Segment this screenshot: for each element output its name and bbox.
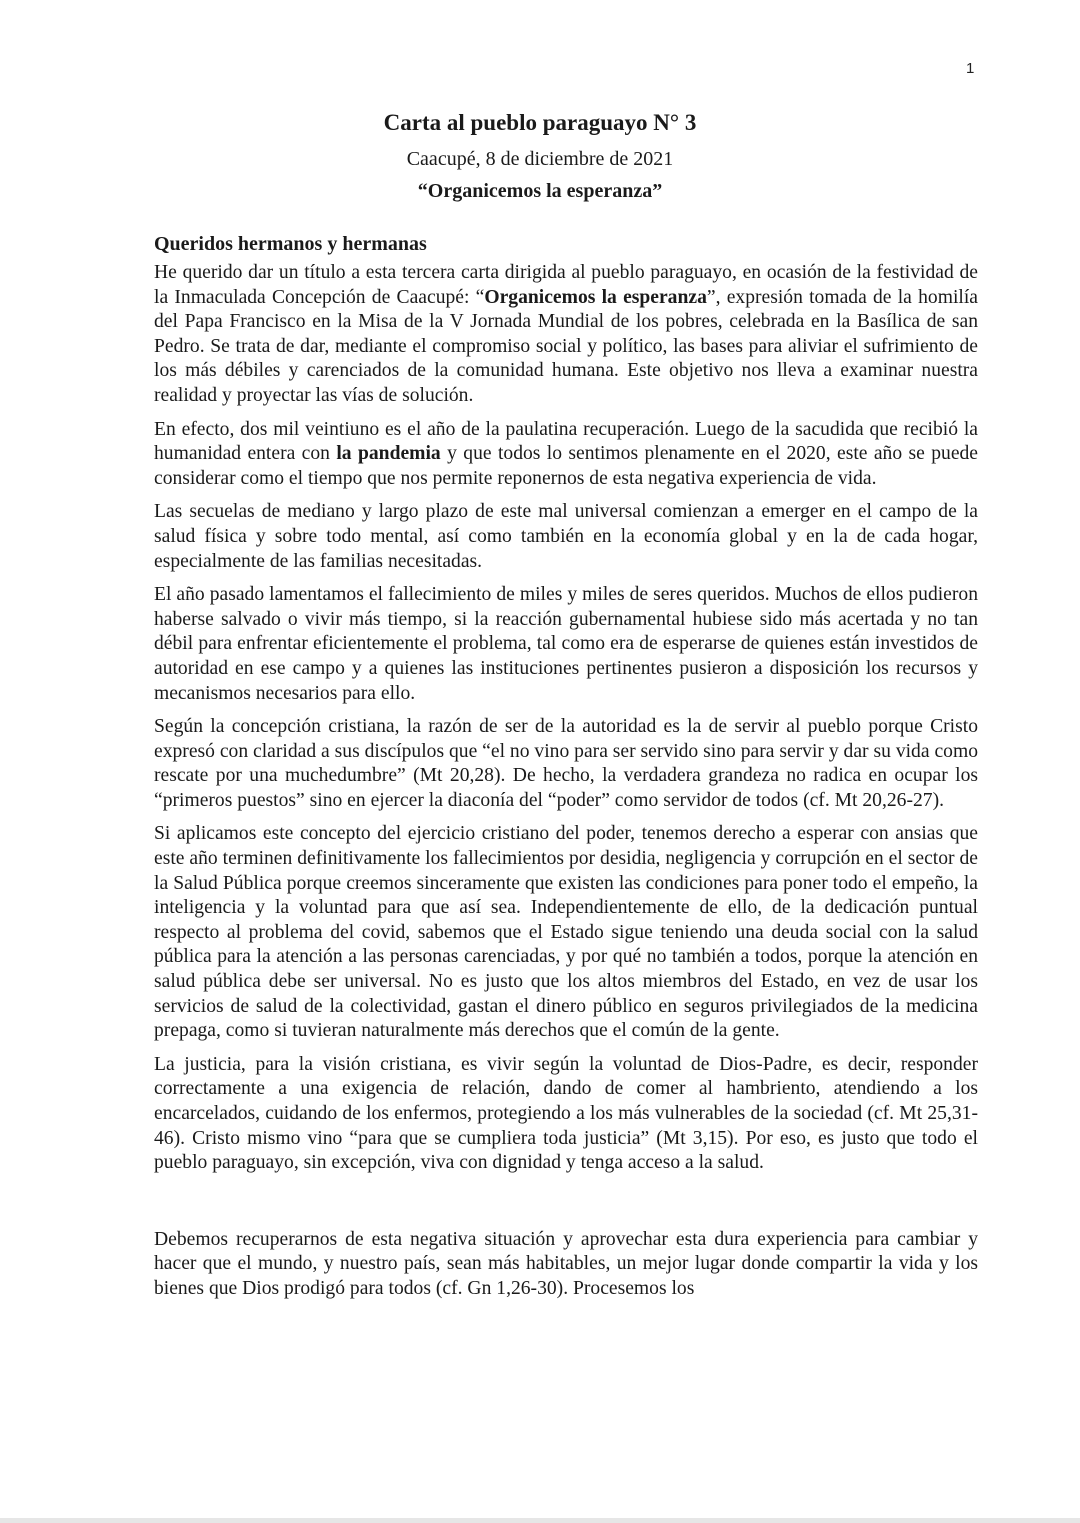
letter-header [0, 108, 1080, 204]
letter-date: Caacupé, 8 de diciembre de 2021 [406, 148, 674, 170]
paragraph-4: El año pasado lamentamos el fallecimiento de miles y miles de seres queridos. Muchos de ellos pudieron haberse salvado o vivir más tiempo, si la reacción gubernamental hubiese sido más acertada y no tan débil para enfrentar eficientemente el problema, tal como era de esperarse de quienes están investidos de autoridad en ese campo y a quienes las instituciones pertinentes pusieron a disposición los recursos y mecanismos necesarios para ello. [154, 584, 978, 704]
paragraph-1 [154, 261, 978, 409]
page-bottom-edge [0, 1518, 1080, 1523]
paragraph-2-text-a: En efecto, dos mil veintiuno es el año de la paulatina recuperación. Luego de la sacudida que recibió la humanidad entera con [154, 418, 978, 465]
paragraph-1-text-a: He querido dar un título a esta tercera carta dirigida al pueblo paraguayo, en ocasión de la festividad de la Inmaculada Concepción de Caacupé: “ [154, 262, 978, 308]
paragraph-1-emphasis: Organicemos la esperanza [484, 286, 707, 308]
paragraph-3: Las secuelas de mediano y largo plazo de este mal universal comienzan a emerger en el campo de la salud física y sobre todo mental, así como también en la economía global y en la de cada hogar, especialmente de las familias necesitadas. [154, 501, 978, 572]
letter-body [154, 232, 978, 1311]
paragraph-8: Debemos recuperarnos de esta negativa situación y aprovechar esta dura experiencia para cambiar y hacer que el mundo, y nuestro país, sean más habitables, un mejor lugar donde compartir la vida y los bienes que Dios prodigó para todos (cf. Gn 1,26-30). Procesemos los [154, 1228, 978, 1299]
paragraph-6: Si aplicamos este concepto del ejercicio cristiano del poder, tenemos derecho a esperar con ansias que este año terminen definitivamente los fallecimientos por desidia, negligencia y corrupción en el sector de la Salud Pública porque creemos sinceramente que existen las condiciones para poner todo el empeño, la inteligencia y la voluntad para que así sea. Independientemente de ello, de la dedicación puntual respecto al problema del covid, sabemos que el Estado sigue teniendo una deuda social con la salud pública para la atención a las personas carenciadas, y por qué no también a todos, porque la atención en salud pública debe ser universal. No es justo que los altos miembros del Estado, en vez de usar los servicios de salud de la colectividad, gastan el dinero público en seguros privilegiados de la medicina prepaga, como si tuvieran naturalmente más derechos que el común de la gente. [154, 823, 978, 1042]
paragraph-2 [154, 418, 978, 492]
page-number: 1 [966, 60, 975, 77]
greeting: Queridos hermanos y hermanas [154, 233, 427, 255]
letter-title: Carta al pueblo paraguayo N° 3 [383, 110, 697, 135]
paragraph-7: La justicia, para la visión cristiana, es vivir según la voluntad de Dios-Padre, es decir, responder correctamente a una exigencia de relación, dando de comer al hambriento, atendiendo a los encarcelados, cuidando de los enfermos, protegiendo a los más vulnerables de la sociedad (cf. Mt 25,31-46). Cristo mismo vino “para que se cumpliera toda justicia” (Mt 3,15). Por eso, es justo que todo el pueblo paraguayo, sin excepción, viva con dignidad y tenga acceso a la salud. [154, 1053, 978, 1174]
letter-subtitle: “Organicemos la esperanza” [417, 180, 663, 202]
paragraph-2-text-c: y que todos lo sentimos plenamente en el 2020, este año se puede considerar como el tiempo que nos permite reponernos de esta negativa experiencia de vida. [154, 443, 979, 489]
paragraph-2-emphasis: la pandemia [336, 443, 441, 465]
paragraph-5: Según la concepción cristiana, la razón de ser de la autoridad es la de servir al pueblo porque Cristo expresó con claridad a sus discípulos que “el no vino para ser servido sino para servir y dar su vida como rescate por una muchedumbre” (Mt 20,28). De hecho, la verdadera grandeza no radica en ocupar los “primeros puestos” sino en ejercer la diaconía del “poder” como servidor de todos (cf. Mt 20,26-27). [154, 716, 978, 811]
paragraph-1-text-c: ”, expresión tomada de la homilía del Papa Francisco en la Misa de la V Jornada Mundial de los pobres, celebrada en la Basílica de san Pedro. Se trata de dar, mediante el compromiso social y político, las bases para aliviar el sufrimiento de los más débiles y carenciados de la comunidad humana. Este objetivo nos lleva a examinar nuestra realidad y proyectar las vías de solución. [154, 286, 978, 406]
